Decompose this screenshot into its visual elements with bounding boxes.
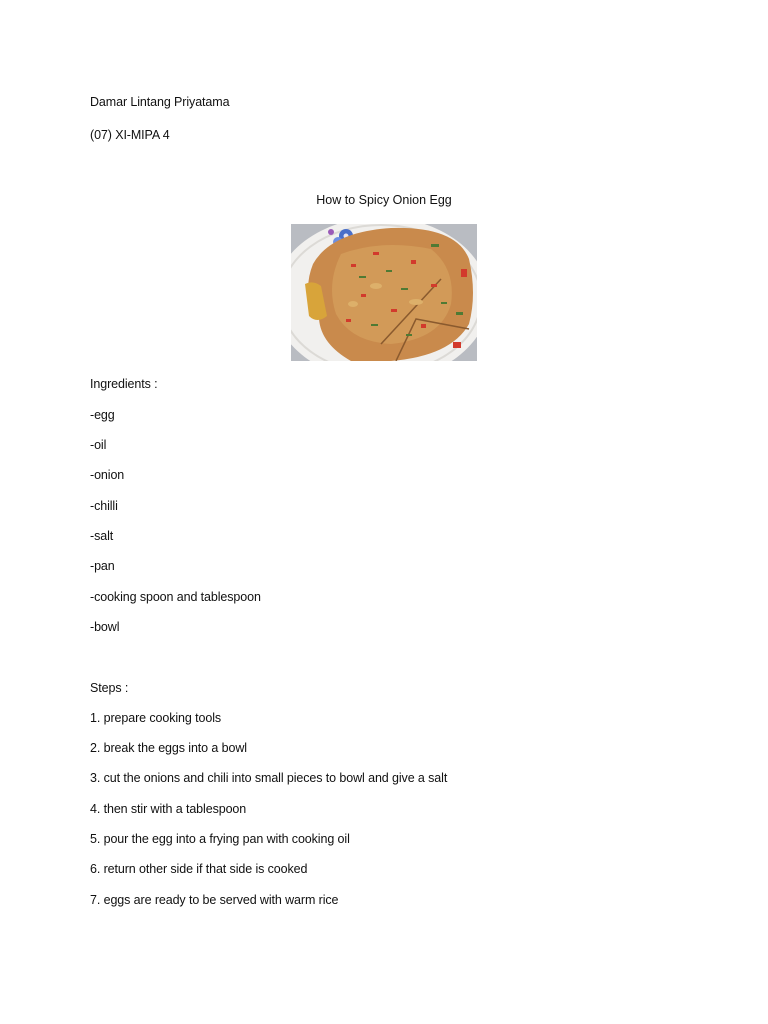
ingredient-item: -salt bbox=[90, 529, 114, 543]
ingredient-item: -onion bbox=[90, 468, 125, 482]
step-item: 2. break the eggs into a bowl bbox=[90, 741, 247, 755]
step-item: 5. pour the egg into a frying pan with cooking oil bbox=[90, 832, 350, 846]
omelette-photo bbox=[291, 224, 477, 361]
omelette-center bbox=[332, 245, 452, 344]
ingredient-item: -egg bbox=[90, 408, 115, 422]
step-item: 7. eggs are ready to be served with warm rice bbox=[90, 893, 339, 907]
recipe-title bbox=[0, 192, 768, 208]
ingredient-item: -oil bbox=[90, 438, 107, 452]
steps-heading: Steps : bbox=[90, 681, 129, 695]
step-item: 1. prepare cooking tools bbox=[90, 711, 222, 725]
omelette-illustration bbox=[291, 224, 477, 361]
author-name: Damar Lintang Priyatama bbox=[90, 95, 230, 109]
ingredient-item: -cooking spoon and tablespoon bbox=[90, 590, 261, 604]
class-line: (07) XI-MIPA 4 bbox=[90, 128, 170, 142]
step-item: 3. cut the onions and chili into small pieces to bowl and give a salt bbox=[90, 771, 448, 785]
recipe-title-text: How to Spicy Onion Egg bbox=[316, 193, 452, 207]
step-item: 6. return other side if that side is cooked bbox=[90, 862, 308, 876]
ingredient-item: -chilli bbox=[90, 499, 118, 513]
ingredients-heading: Ingredients : bbox=[90, 377, 158, 391]
step-item: 4. then stir with a tablespoon bbox=[90, 802, 247, 816]
ingredient-item: -pan bbox=[90, 559, 115, 573]
ingredient-item: -bowl bbox=[90, 620, 120, 634]
